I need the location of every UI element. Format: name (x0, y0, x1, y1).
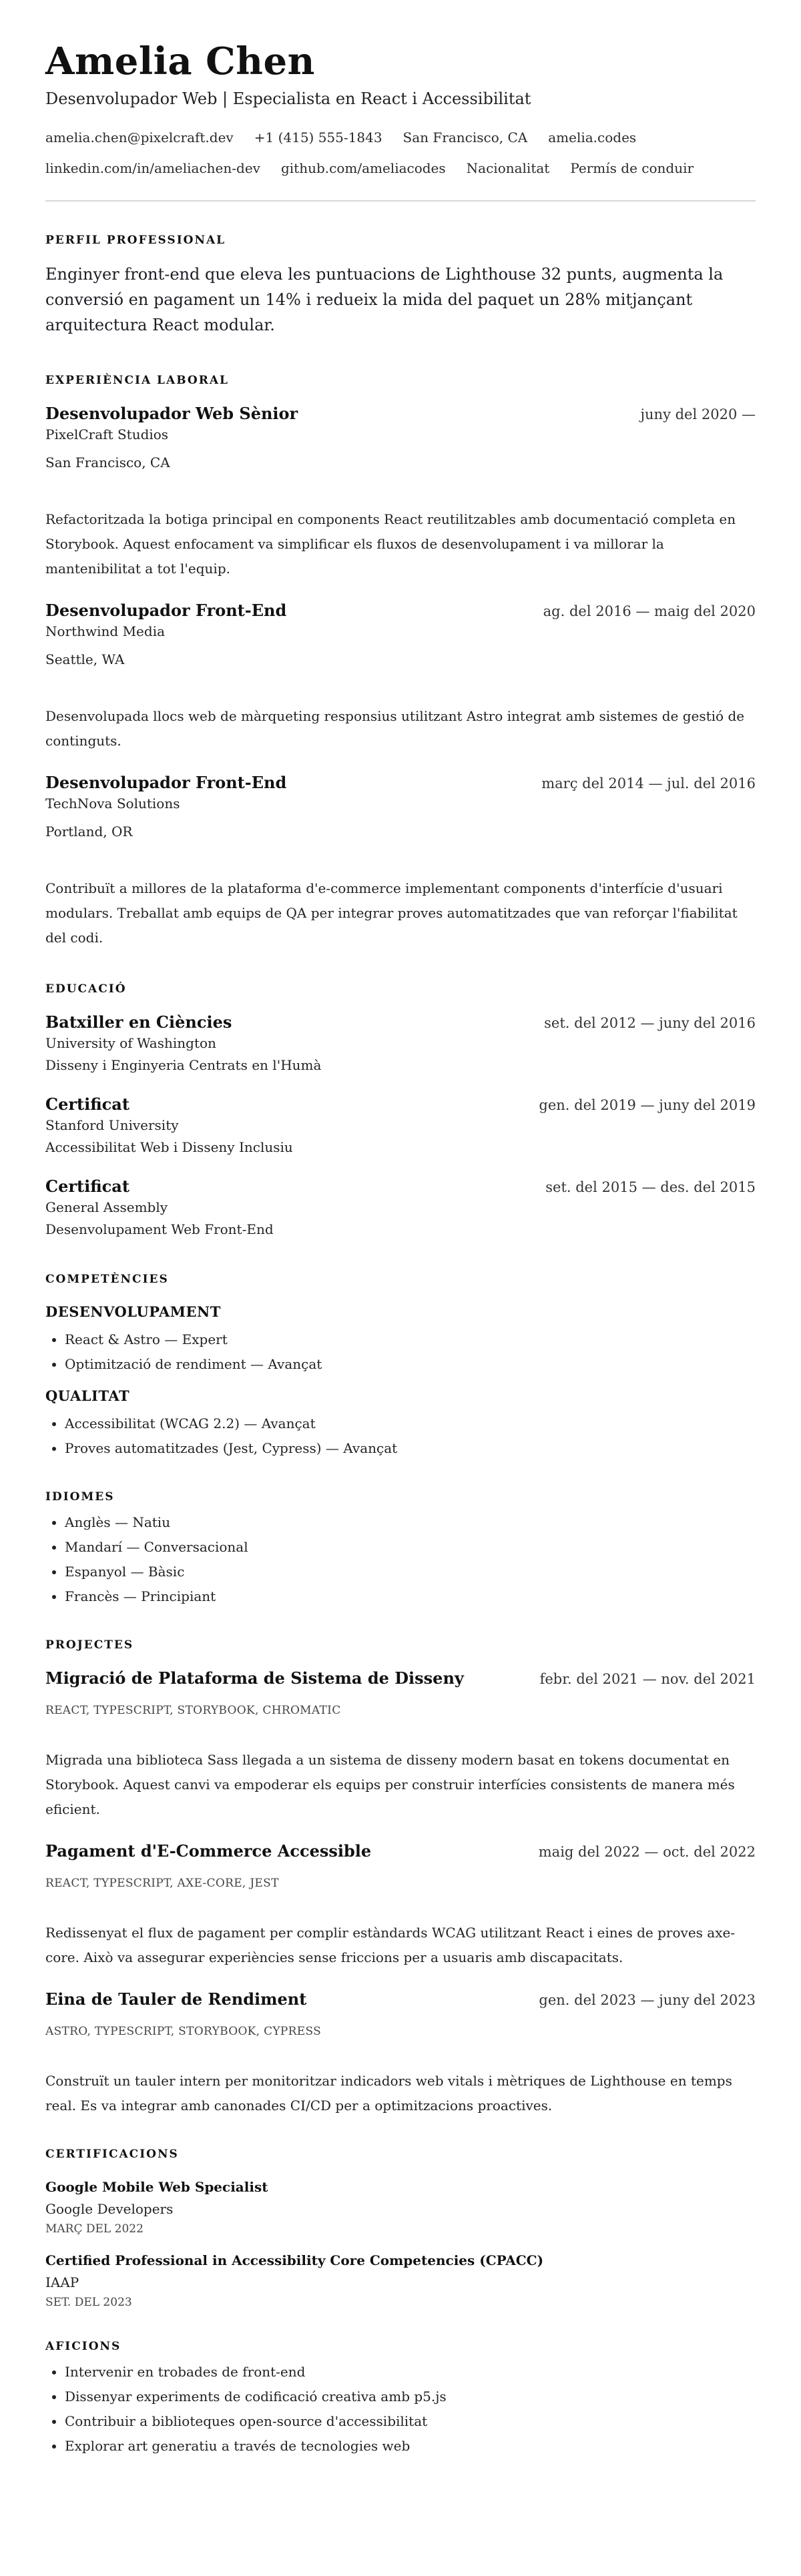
project-dates: febr. del 2021 — nov. del 2021 (539, 1671, 756, 1687)
certification-entry (45, 2177, 756, 2237)
hobby-item: • Contribuir a biblioteques open-source d'accessibilitat (65, 2409, 756, 2434)
project-name: Migració de Plataforma de Sistema de Disseny (45, 1668, 464, 1688)
hobby-item: • Explorar art generatiu a través de tecnologies web (65, 2434, 756, 2459)
section-title-experience: EXPERIÈNCIA LABORAL (45, 374, 229, 387)
language-item: • Francès — Principiant (65, 1584, 756, 1609)
skills-section (45, 1271, 756, 1461)
candidate-headline: Desenvolupador Web | Especialista en React i Accessibilitat (45, 89, 531, 108)
education-institution: General Assembly (45, 1199, 168, 1215)
certification-name: Certified Professional in Accessibility Core Competencies (CPACC) (45, 2252, 544, 2268)
project-entry (45, 1841, 756, 1970)
certification-entry (45, 2250, 756, 2310)
education-field: Desenvolupament Web Front-End (45, 1221, 274, 1237)
hobby-item: • Dissenyar experiments de codificació creativa amb p5.js (65, 2384, 756, 2409)
certification-name: Google Mobile Web Specialist (45, 2179, 268, 2195)
certification-date: SET. DEL 2023 (45, 2296, 132, 2309)
contact-location: San Francisco, CA (403, 129, 528, 145)
header-divider (45, 200, 756, 202)
job-company: PixelCraft Studios (45, 426, 169, 442)
contact-nationality: Nacionalitat (466, 160, 550, 176)
contact-driving-license: Permís de conduir (570, 160, 694, 176)
hobby-list (45, 2360, 756, 2459)
experience-entry (45, 403, 756, 581)
skill-item: • Accessibilitat (WCAG 2.2) — Avançat (65, 1411, 756, 1436)
job-company: TechNova Solutions (45, 795, 180, 812)
certifications-section (45, 2146, 756, 2310)
education-dates: set. del 2012 — juny del 2016 (544, 1015, 756, 1031)
experience-entry (45, 772, 756, 950)
job-title: Desenvolupador Web Sènior (45, 404, 298, 423)
project-description: Redissenyat el flux de pagament per complir estàndards WCAG utilitzant React i eines de proves axe-core. Això va assegurar experiències sense friccions per a usuaris amb discapacitats. (45, 1925, 736, 1965)
job-dates: març del 2014 — jul. del 2016 (541, 775, 756, 791)
job-title: Desenvolupador Front-End (45, 601, 287, 620)
project-description: Migrada una biblioteca Sass llegada a un sistema de disseny modern basat en tokens documentat en Storybook. Aquest canvi va empoderar els equips per construir interfícies consistents de manera més eficient. (45, 1752, 735, 1817)
education-institution: Stanford University (45, 1117, 179, 1133)
project-tech-stack: REACT, TYPESCRIPT, AXE-CORE, JEST (45, 1877, 279, 1890)
education-entry (45, 1176, 756, 1242)
certification-issuer: Google Developers (45, 2201, 174, 2217)
skill-group-title: QUALITAT (45, 1387, 130, 1404)
contact-row-secondary (45, 159, 756, 178)
section-title-projects: PROJECTES (45, 1638, 134, 1652)
project-tech-stack: ASTRO, TYPESCRIPT, STORYBOOK, CYPRESS (45, 2025, 322, 2038)
job-title: Desenvolupador Front-End (45, 773, 287, 792)
section-title-languages: IDIOMES (45, 1490, 115, 1504)
language-item: • Espanyol — Bàsic (65, 1560, 756, 1584)
education-dates: gen. del 2019 — juny del 2019 (539, 1097, 756, 1113)
language-item: • Anglès — Natiu (65, 1510, 756, 1535)
hobbies-section (45, 2338, 756, 2459)
project-dates: gen. del 2023 — juny del 2023 (539, 1992, 756, 2008)
education-field: Accessibilitat Web i Disseny Inclusiu (45, 1139, 293, 1155)
contact-email[interactable]: amelia.chen@pixelcraft.dev (45, 129, 234, 145)
contact-row-primary (45, 128, 756, 147)
project-dates: maig del 2022 — oct. del 2022 (538, 1844, 756, 1860)
education-field: Disseny i Enginyeria Centrats en l'Humà (45, 1057, 322, 1073)
languages-section (45, 1489, 756, 1609)
skill-item: • Proves automatitzades (Jest, Cypress) — Avançat (65, 1436, 756, 1461)
project-description: Construït un tauler intern per monitoritzar indicadors web vitals i mètriques de Lighthouse en temps real. Es va integrar amb canonades CI/CD per a optimitzacions proactives. (45, 2073, 732, 2114)
projects-section (45, 1637, 756, 2118)
experience-section (45, 372, 756, 950)
contact-phone[interactable]: +1 (415) 555-1843 (254, 129, 382, 145)
degree-title: Certificat (45, 1094, 129, 1114)
job-description: Contribuït a millores de la plataforma d'e-commerce implementant components d'interfície d'usuari modulars. Treballat amb equips de QA per integrar proves automatitzades que van reforçar l'fiabilitat del codi. (45, 880, 738, 946)
degree-title: Batxiller en Ciències (45, 1012, 232, 1032)
contact-linkedin[interactable]: linkedin.com/in/ameliachen-dev (45, 160, 260, 176)
certification-issuer: IAAP (45, 2274, 79, 2290)
job-company: Northwind Media (45, 623, 166, 639)
section-title-certifications: CERTIFICACIONS (45, 2148, 179, 2161)
summary-text: Enginyer front-end que eleva les puntuacions de Lighthouse 32 punts, augmenta la conversió en pagament un 14% i redueix la mida del paquet un 28% mitjançant arquitectura React modular. (45, 265, 724, 334)
project-entry (45, 1668, 756, 1822)
job-dates: juny del 2020 — (640, 406, 756, 422)
project-name: Eina de Tauler de Rendiment (45, 1989, 307, 2009)
language-list (45, 1510, 756, 1609)
education-section (45, 981, 756, 1242)
summary-section (45, 232, 756, 338)
job-location: San Francisco, CA (45, 454, 170, 470)
section-title-education: EDUCACIÓ (45, 982, 127, 996)
candidate-name: Amelia Chen (45, 39, 315, 83)
job-dates: ag. del 2016 — maig del 2020 (543, 603, 756, 619)
contact-website[interactable]: amelia.codes (548, 129, 637, 145)
section-title-skills: COMPETÈNCIES (45, 1273, 169, 1286)
contact-github[interactable]: github.com/ameliacodes (280, 160, 446, 176)
section-title-summary: PERFIL PROFESSIONAL (45, 234, 226, 247)
job-location: Seattle, WA (45, 651, 125, 667)
section-title-hobbies: AFICIONS (45, 2340, 121, 2353)
skill-list (45, 1411, 756, 1461)
degree-title: Certificat (45, 1177, 129, 1196)
skill-list (45, 1327, 756, 1377)
experience-entry (45, 600, 756, 753)
hobby-item: • Intervenir en trobades de front-end (65, 2360, 756, 2384)
resume-header (45, 40, 756, 202)
certification-date: MARÇ DEL 2022 (45, 2222, 144, 2236)
project-tech-stack: REACT, TYPESCRIPT, STORYBOOK, CHROMATIC (45, 1704, 341, 1717)
education-entry (45, 1012, 756, 1078)
project-name: Pagament d'E-Commerce Accessible (45, 1841, 372, 1861)
skill-item: • React & Astro — Expert (65, 1327, 756, 1352)
language-item: • Mandarí — Conversacional (65, 1535, 756, 1560)
skill-group-title: DESENVOLUPAMENT (45, 1303, 221, 1320)
job-location: Portland, OR (45, 824, 133, 840)
education-dates: set. del 2015 — des. del 2015 (545, 1179, 756, 1195)
skill-item: • Optimització de rendiment — Avançat (65, 1352, 756, 1377)
project-entry (45, 1989, 756, 2118)
job-description: Refactoritzada la botiga principal en components React reutilitzables amb documentació completa en Storybook. Aquest enfocament va simplificar els fluxos de desenvolupament i va millorar la mantenibilitat a tot l'equip. (45, 511, 736, 577)
education-entry (45, 1094, 756, 1160)
education-institution: University of Washington (45, 1035, 216, 1051)
job-description: Desenvolupada llocs web de màrqueting responsius utilitzant Astro integrat amb sistemes de gestió de continguts. (45, 708, 745, 749)
